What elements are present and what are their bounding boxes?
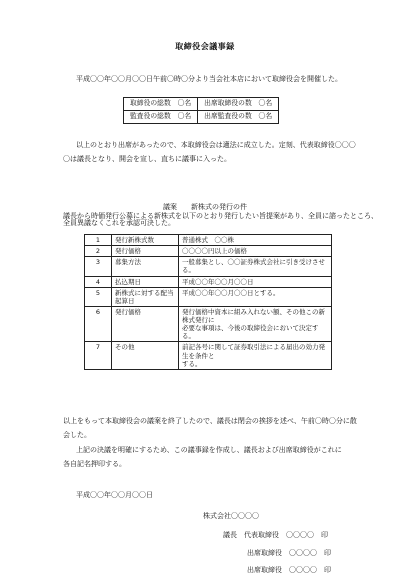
- row-number-cell: 2: [85, 246, 112, 257]
- detail-cell: [179, 287, 332, 306]
- detail-text: 〇〇〇〇円以上の価格: [182, 247, 247, 256]
- item-text: 募集方法: [115, 258, 141, 267]
- quorum-text-line-1: 以上のとおり出席があったので、本取締役会は適法に成立した。定刻、代表取締役〇〇〇: [76, 141, 356, 149]
- item-text: 起算日: [115, 296, 135, 305]
- table-row: [85, 276, 332, 287]
- item-text: 払込期日: [115, 277, 141, 286]
- detail-cell: [179, 257, 332, 276]
- proposal-text-line-2: 全員異議なくこれを承認可決した。: [63, 219, 175, 227]
- item-text: 発行価格: [115, 247, 141, 256]
- table-row: [85, 235, 332, 246]
- auditors-present-cell: 出席監査役の数 〇名: [198, 111, 279, 124]
- row-number-cell: 6: [85, 306, 112, 342]
- quorum-text-line-2: 〇は議長となり、開会を宣し、直ちに議事に入った。: [63, 155, 231, 163]
- item-text: 発行価格: [115, 307, 141, 316]
- item-text: その他: [115, 343, 135, 352]
- detail-text: 普通株式 〇〇株: [182, 236, 234, 244]
- detail-cell: [179, 235, 332, 246]
- item-cell: [112, 287, 179, 306]
- row-number-cell: 5: [85, 287, 112, 306]
- agenda-heading: 議案 新株式の発行の件: [163, 203, 247, 211]
- table-row: [85, 306, 332, 342]
- detail-cell: [179, 276, 332, 287]
- row-number-cell: 4: [85, 276, 112, 287]
- document-title: 取締役会議事録: [175, 42, 235, 51]
- detail-text: 前記各号に関して証券取引法による届出の効力発生を条件と: [182, 343, 325, 360]
- table-row: [124, 111, 279, 124]
- detail-text: 平成〇〇年〇〇月〇〇日: [182, 277, 254, 286]
- auditors-total-cell: 監査役の総数 〇名: [124, 111, 198, 124]
- item-text: 発行新株式数: [115, 236, 154, 244]
- detail-cell: [179, 342, 332, 369]
- table-row: [85, 287, 332, 306]
- detail-text: 平成〇〇年〇〇月〇〇日とする。: [182, 288, 280, 297]
- proposal-text-line-1: 議長から時価発行公募による新株式を以下のとおり発行したい旨提案があり、全員に諮ったところ、: [63, 212, 378, 220]
- table-row: [124, 98, 279, 111]
- closing-text-line-2: 会した。: [63, 431, 91, 439]
- item-cell: [112, 246, 179, 257]
- row-number-cell: 7: [85, 342, 112, 369]
- directors-present-cell: 出席取締役の数 〇名: [198, 98, 279, 111]
- signature-chair: 議長 代表取締役 〇〇〇〇 印: [223, 531, 328, 539]
- signature-director-2: 出席取締役 〇〇〇〇 印: [247, 566, 331, 574]
- item-cell: [112, 257, 179, 276]
- table-row: [85, 246, 332, 257]
- detail-text: 発行価格中資本に組み入れない額、その他この新株式発行に: [182, 307, 325, 324]
- item-cell: [112, 235, 179, 246]
- record-text-line-1: 上記の決議を明確にするため、この議事録を作成し、議長および出席取締役がこれに: [76, 446, 342, 454]
- resolution-details-table: [84, 234, 332, 370]
- closing-text-line-1: 以上をもって本取締役会の議案を終了したので、議長は閉会の挨拶を述べ、午前〇時〇分に散: [63, 417, 357, 425]
- detail-text: 一般募集とし、〇〇証券株式会社に引き受けさせる。: [182, 258, 325, 275]
- company-name: 株式会社〇〇〇〇: [203, 512, 259, 520]
- detail-cell: [179, 306, 332, 342]
- item-cell: [112, 306, 179, 342]
- row-number-cell: 1: [85, 235, 112, 246]
- item-cell: [112, 342, 179, 369]
- directors-total-cell: 取締役の総数 〇名: [124, 98, 198, 111]
- table-row: [85, 342, 332, 369]
- detail-cell: [179, 246, 332, 257]
- table-row: [85, 257, 332, 276]
- item-cell: [112, 276, 179, 287]
- detail-text: する。: [182, 359, 202, 368]
- item-text: 新株式に対する配当: [115, 288, 174, 297]
- detail-text: 必要な事項は、今後の取締役会において決定する。: [182, 324, 319, 341]
- record-text-line-2: 各自記名押印する。: [63, 460, 126, 468]
- row-number-cell: 3: [85, 257, 112, 276]
- intro-text: 平成〇〇年〇〇月〇〇日午前〇時〇分より当会社本店において取締役会を開催した。: [76, 75, 342, 83]
- attendance-summary-table: [123, 97, 279, 124]
- document-date: 平成〇〇年〇〇月〇〇日: [76, 491, 153, 499]
- signature-director-1: 出席取締役 〇〇〇〇 印: [247, 549, 331, 557]
